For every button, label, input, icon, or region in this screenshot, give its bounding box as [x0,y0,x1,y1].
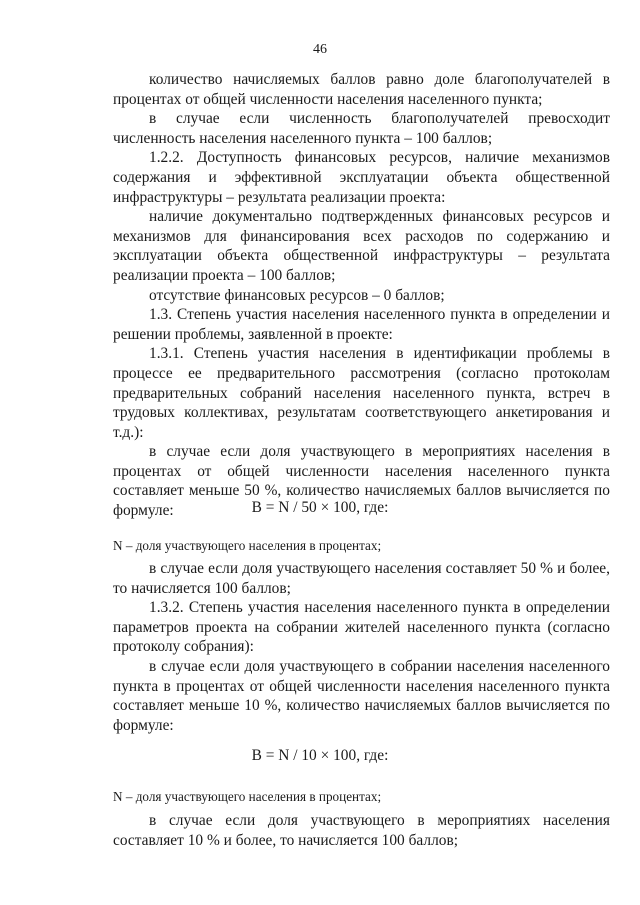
text-block-1 [113,70,610,521]
formula: B = N / 10 × 100, где: [251,747,389,764]
variable-note: N – доля участвующего населения в процентах; [113,789,382,804]
paragraph: в случае если доля участвующего в собрании населения населенного пункта в процентах от общей численности населения населенного пункта составляет меньше 10 %, количество начисляемых баллов вычисляется по формуле: [113,657,610,734]
variable-note: N – доля участвующего населения в процентах; [113,538,382,553]
paragraph: 1.3. Степень участия населения населенного пункта в определении и решении проблемы, заявленной в проекте: [113,306,610,343]
formula: B = N / 50 × 100, где: [251,499,389,516]
paragraph: 1.2.2. Доступность финансовых ресурсов, наличие механизмов содержания и эффективной эксплуатации объекта общественной инфраструктуры – результата реализации проекта: [113,149,610,206]
paragraph: в случае если доля участвующего населения составляет 50 % и более, то начисляется 100 баллов; [113,560,610,597]
paragraph: наличие документально подтвержденных финансовых ресурсов и механизмов для финансирования всех расходов по содержанию и эксплуатации объекта общественной инфраструктуры – результата реализации проекта – 100 баллов; [113,208,610,284]
paragraph: в случае если доля участвующего в мероприятиях населения составляет 10 % и более, то начисляется 100 баллов; [113,812,610,849]
paragraph: количество начисляемых баллов равно доле благополучателей в процентах от общей численности населения населенного пункта; [113,71,610,108]
paragraph: 1.3.2. Степень участия населения населенного пункта в определении параметров проекта на собрании жителей населенного пункта (согласно протоколу собрания): [113,599,610,656]
page-number: 46 [313,42,327,57]
paragraph: в случае если доля участвующего в мероприятиях населения в процентах от общей численности населения населенного пункта составляет меньше 50 %, количество начисляемых баллов вычисляется по формуле: [113,443,610,520]
paragraph: отсутствие финансовых ресурсов – 0 баллов; [149,286,445,304]
text-block-2 [113,559,610,735]
paragraph: в случае если численность благополучателей превосходит численность населения населенного пункта – 100 баллов; [113,110,610,147]
paragraph: 1.3.1. Степень участия населения в идентификации проблемы в процессе ее предварительного рассмотрения (согласно протоколам предварительных собраний населения населенного пункта, встреч в трудовых коллективах, результатам соответствующего анкетирования и т.д.): [113,345,610,441]
text-block-3 [113,811,610,850]
